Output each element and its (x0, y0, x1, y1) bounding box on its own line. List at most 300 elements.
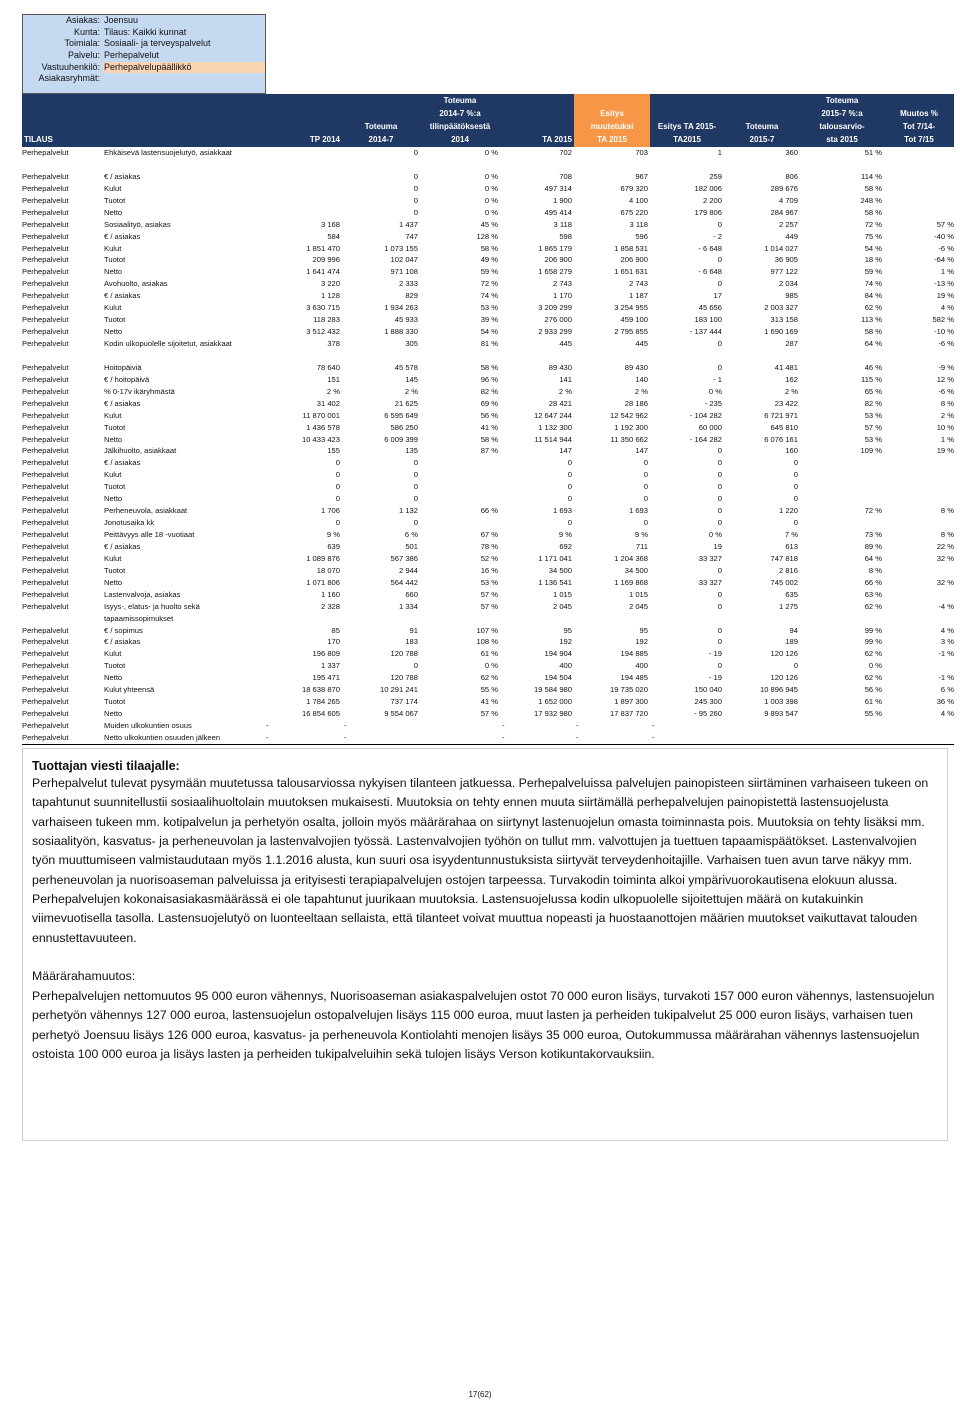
cell-value: - (502, 732, 505, 742)
empty-cell (650, 159, 724, 171)
cell-tilaus: Perhepalvelut (22, 637, 69, 647)
table-row (22, 278, 954, 290)
cell-value: 7 % (784, 530, 798, 539)
cell-label: Netto (104, 207, 123, 217)
cell-value: 3 512 432 (306, 327, 340, 337)
table-row (22, 398, 954, 410)
cell-label: Kulut (104, 183, 122, 193)
cell-value: 160 (785, 446, 798, 456)
table-row (22, 481, 954, 493)
cell-value: 1 858 531 (614, 243, 648, 253)
empty-cell (574, 159, 650, 171)
cell-value: 45 578 (394, 362, 418, 372)
cell-value: 120 126 (770, 649, 798, 659)
cell-value: 564 442 (390, 577, 418, 587)
cell-value: 0 (717, 446, 722, 456)
cell-value: 58 % (480, 243, 498, 253)
cell-value: 82 % (480, 386, 498, 396)
cell-value: 806 (785, 171, 798, 181)
cell-value: - 95 260 (694, 709, 722, 719)
cell-value: 1 334 (398, 601, 418, 611)
cell-value: 99 % (864, 625, 882, 635)
cell-value: 22 % (936, 541, 954, 551)
cell-label: Avohuolto, asiakas (104, 279, 168, 289)
cell-label: Kulut (104, 243, 122, 253)
cell-value: 73 % (864, 530, 882, 539)
cell-value (884, 613, 954, 625)
cell-value: 400 (635, 661, 648, 671)
cell-value: 51 % (864, 148, 882, 157)
cell-value: - (652, 721, 655, 730)
cell-value: 102 047 (390, 255, 418, 265)
cell-value: 53 % (480, 577, 498, 587)
cell-value: 0 % (484, 148, 498, 157)
cell-value (724, 613, 800, 625)
cell-label: Tuotot (104, 255, 126, 265)
meta-key: Asiakas: (65, 15, 100, 25)
cell-value: 1 (717, 148, 722, 157)
cell-value: 289 676 (770, 183, 798, 193)
table-row (22, 457, 954, 469)
cell-value: 84 % (864, 291, 882, 301)
cell-value: 53 % (864, 434, 882, 444)
cell-value: 613 (785, 541, 798, 551)
cell-value: 1 015 (552, 589, 572, 599)
empty-cell (420, 350, 500, 362)
cell-value: - 104 282 (689, 410, 722, 420)
cell-value: 115 % (861, 374, 882, 384)
cell-value: 113 % (861, 315, 882, 325)
cell-value: 0 (335, 470, 340, 480)
message-title: Tuottajan viesti tilaajalle: (32, 759, 180, 773)
cell-tilaus: Perhepalvelut (22, 279, 69, 289)
cell-label: Perheneuvola, asiakkaat (104, 506, 188, 516)
cell-value: 0 (717, 601, 722, 611)
cell-value: 19 % (936, 446, 954, 456)
cell-value (420, 481, 500, 493)
cell-value (420, 469, 500, 481)
cell-value: 58 % (480, 362, 498, 372)
cell-value: - 19 (708, 673, 722, 683)
cell-value: - 19 (708, 649, 722, 659)
cell-value: -40 % (934, 231, 954, 241)
cell-value (264, 195, 342, 207)
cell-tilaus: Perhepalvelut (22, 231, 69, 241)
cell-value: 94 (789, 625, 798, 635)
cell-label: Kulut (104, 303, 122, 313)
cell-value: 702 (559, 148, 572, 157)
cell-value: 53 % (864, 410, 882, 420)
cell-label: € / asiakas (104, 541, 141, 551)
cell-value: 0 % (708, 530, 722, 539)
table-row (22, 529, 954, 541)
cell-value: 1 % (940, 267, 954, 277)
cell-value (884, 720, 954, 732)
cell-value: 62 % (864, 673, 882, 683)
cell-value: 53 % (480, 303, 498, 313)
cell-value: -13 % (934, 279, 954, 289)
empty-cell (102, 159, 264, 171)
cell-value (800, 469, 884, 481)
cell-value: 967 (635, 171, 648, 181)
cell-value (884, 469, 954, 481)
cell-value: 179 806 (694, 207, 722, 217)
cell-value: 1 220 (778, 506, 798, 516)
cell-value (800, 517, 884, 529)
cell-tilaus: Perhepalvelut (22, 327, 69, 337)
cell-value: 1 900 (552, 195, 572, 205)
col-header-tp2014: TP 2014 (264, 94, 342, 147)
table-row (22, 314, 954, 326)
cell-label: Lastenvalvoja, asiakas (104, 589, 181, 599)
cell-tilaus: Perhepalvelut (22, 697, 69, 707)
cell-value: - 2 (713, 231, 722, 241)
cell-value (500, 613, 574, 625)
cell-value: 12 542 962 (609, 410, 648, 420)
meta-row (23, 15, 265, 27)
cell-value (420, 720, 500, 732)
cell-value: 120 126 (770, 673, 798, 683)
cell-value: 78 % (480, 541, 498, 551)
cell-value: - (344, 732, 347, 742)
cell-tilaus: Perhepalvelut (22, 518, 69, 528)
cell-value: 1 171 041 (538, 553, 572, 563)
cell-tilaus: Perhepalvelut (22, 649, 69, 659)
meta-row (23, 62, 265, 74)
meta-value: Joensuu (104, 15, 139, 25)
cell-value: 11 514 944 (534, 434, 572, 444)
cell-value: 4 % (940, 625, 954, 635)
cell-value: 1 132 300 (538, 422, 572, 432)
cell-value: 2 % (326, 386, 340, 396)
table-row (22, 720, 954, 732)
cell-value: 114 % (861, 171, 882, 181)
cell-label: € / asiakas (104, 291, 141, 301)
cell-value: 645 810 (770, 422, 798, 432)
cell-label: Kulut yhteensä (104, 685, 155, 695)
table-row (22, 613, 954, 625)
cell-value: 9 % (558, 530, 572, 539)
cell-value: 151 (327, 374, 340, 384)
cell-value: 1 437 (398, 219, 418, 229)
table-row (22, 290, 954, 302)
cell-value: 708 (559, 171, 572, 181)
table-row (22, 541, 954, 553)
table-row (22, 410, 954, 422)
cell-value: 449 (785, 231, 798, 241)
cell-value: 64 % (864, 553, 882, 563)
table-row (22, 493, 954, 505)
cell-value: 2 045 (628, 601, 648, 611)
cell-value: 59 % (480, 267, 498, 277)
cell-label: Netto (104, 494, 123, 504)
cell-tilaus: Perhepalvelut (22, 315, 69, 325)
cell-value (574, 613, 650, 625)
cell-value: 0 (717, 565, 722, 575)
cell-value: 495 414 (544, 207, 572, 217)
cell-value: 2 % (558, 386, 572, 396)
cell-label: Tuotot (104, 565, 126, 575)
cell-value: 189 (785, 637, 798, 647)
cell-value: 8 % (940, 530, 954, 539)
cell-value: 497 314 (544, 183, 572, 193)
cell-value: 287 (785, 339, 798, 348)
table-row (22, 517, 954, 529)
cell-value (342, 613, 420, 625)
cell-value: 1 865 179 (538, 243, 572, 253)
cell-value: 4 709 (778, 195, 798, 205)
cell-label: Ehkäisevä lastensuojelutyö, asiakkaat (104, 148, 232, 157)
cell-value: 66 % (864, 577, 882, 587)
cell-value: 56 % (864, 685, 882, 695)
cell-tilaus: Perhepalvelut (22, 589, 69, 599)
cell-value: 192 (559, 637, 572, 647)
empty-cell (22, 350, 102, 362)
cell-value: 56 % (480, 410, 498, 420)
cell-value: 679 320 (620, 183, 648, 193)
cell-value: 36 905 (774, 255, 798, 265)
cell-label: Kulut (104, 470, 122, 480)
empty-cell (102, 350, 264, 362)
cell-value: 45 933 (394, 315, 418, 325)
cell-value: 1 089 876 (306, 553, 340, 563)
cell-label: Tuotot (104, 697, 126, 707)
table-row (22, 469, 954, 481)
cell-value: 0 (717, 661, 722, 671)
cell-value: 567 386 (390, 553, 418, 563)
cell-value: 16 854 605 (301, 709, 340, 719)
cell-value (420, 732, 500, 744)
cell-value: 2 045 (552, 601, 572, 611)
cell-value: 0 (717, 339, 722, 348)
cell-value: 4 % (940, 709, 954, 719)
table-row (22, 636, 954, 648)
cell-value: 99 % (864, 637, 882, 647)
table-row (22, 601, 954, 613)
cell-tilaus: Perhepalvelut (22, 374, 69, 384)
cell-value: 0 (413, 207, 418, 217)
cell-label: Netto (104, 267, 123, 277)
cell-label: € / sopimus (104, 625, 143, 635)
cell-value: 58 % (864, 207, 882, 217)
cell-value: 313 158 (770, 315, 798, 325)
col-header-tilaus: TILAUS (22, 94, 102, 147)
table-row (22, 302, 954, 314)
cell-tilaus: Perhepalvelut (22, 195, 69, 205)
cell-value (800, 457, 884, 469)
cell-value (884, 660, 954, 672)
cell-tilaus: Perhepalvelut (22, 721, 69, 730)
cell-value: 135 (405, 446, 418, 456)
cell-value: 0 % (484, 183, 498, 193)
report-table (22, 94, 954, 745)
cell-value: 1 204 368 (614, 553, 648, 563)
cell-value: 54 % (480, 327, 498, 337)
cell-value: 91 (409, 625, 418, 635)
cell-value: 596 (635, 231, 648, 241)
cell-value: 6 % (404, 530, 418, 539)
cell-value: 305 (405, 339, 418, 348)
cell-value: 0 (717, 506, 722, 516)
cell-value: 19 735 020 (609, 685, 648, 695)
cell-value: - 6 648 (698, 243, 722, 253)
cell-value: 0 (567, 458, 572, 468)
cell-value: 150 040 (694, 685, 722, 695)
cell-value: 2 % (634, 386, 648, 396)
cell-value: -64 % (934, 255, 954, 265)
cell-value: 971 108 (390, 267, 418, 277)
cell-value: 147 (559, 446, 572, 456)
cell-value: 360 (785, 148, 798, 157)
cell-value: 66 % (480, 506, 498, 516)
message-subheading: Määrärahamuutos: (32, 969, 136, 984)
cell-value: 0 (413, 171, 418, 181)
cell-value: 2 % (404, 386, 418, 396)
cell-value: 1 169 868 (614, 577, 648, 587)
cell-value: 582 % (932, 315, 954, 325)
cell-tilaus: Perhepalvelut (22, 362, 69, 372)
cell-value: 11 870 001 (302, 410, 340, 420)
cell-value: -6 % (938, 243, 954, 253)
cell-value: 55 % (480, 685, 498, 695)
meta-value (103, 73, 265, 85)
cell-value: 0 % (484, 661, 498, 671)
cell-value: 60 000 (698, 422, 722, 432)
cell-tilaus: Perhepalvelut (22, 625, 69, 635)
empty-cell (724, 159, 800, 171)
cell-label: € / asiakas (104, 171, 141, 181)
meta-row (23, 27, 265, 39)
cell-value: 192 (635, 637, 648, 647)
cell-value: -6 % (938, 339, 954, 348)
cell-value: 2 034 (778, 279, 798, 289)
cell-value: 10 291 241 (379, 685, 418, 695)
table-row (22, 445, 954, 457)
cell-value: 635 (785, 589, 798, 599)
cell-value: 89 % (864, 541, 882, 551)
meta-key: Vastuuhenkilö: (41, 61, 100, 72)
cell-value: 0 (413, 148, 418, 157)
cell-value: 195 471 (312, 673, 340, 683)
cell-value: 0 (413, 195, 418, 205)
cell-value: 89 430 (624, 362, 648, 372)
meta-key: Asiakasryhmät: (38, 73, 100, 84)
cell-label: Netto (104, 434, 123, 444)
cell-value (884, 517, 954, 529)
cell-value: 2 944 (398, 565, 418, 575)
cell-value: 0 (793, 661, 798, 671)
cell-value: 0 (335, 458, 340, 468)
cell-value: 170 (327, 637, 340, 647)
cell-value: 400 (559, 661, 572, 671)
cell-value: 128 % (476, 231, 498, 241)
message-paragraph-budget: Perhepalvelujen nettomuutos 95 000 euron vähennys, Nuorisoaseman asiakaspalvelujen ostot 70 000 euron lisäys, turvakoti 157 000 euron vähennys, lastensuojelun perhetyön vähennys 127 000 euroa, lastensuojelun ostopalvelujen lisäys 115 000 euroa, muut lasten ja perheiden tukipalvelut 25 000 euron lisäys, varhaisen tuen perhetyö Joensuu lisäys 126 000 euroa, kasvatus- ja perheneuvola Kontiolahti menojen lisäys 35 000 euroa, Outokummussa määrärahan vähennys lastensuojelun ostoista 100 000 euroa ja lisäys lasten ja perheiden tukipalveluihin sekä tulojen lisäys Verson kotikuntakorvauksiin. (32, 988, 935, 1061)
table-row (22, 696, 954, 708)
cell-label: Netto (104, 673, 123, 683)
cell-label: Kodin ulkopuolelle sijoitetut, asiakkaat (104, 339, 232, 348)
cell-tilaus: Perhepalvelut (22, 446, 69, 456)
cell-tilaus: Perhepalvelut (22, 267, 69, 277)
cell-value: 703 (635, 148, 648, 157)
cell-value: 57 % (480, 601, 498, 611)
cell-value: 96 % (480, 374, 498, 384)
col-header-toteuma-2015-7: Toteuma 2015-7 (724, 94, 800, 147)
table-row (22, 147, 954, 159)
cell-value: 61 % (480, 649, 498, 659)
cell-value (800, 732, 884, 744)
meta-value: Perhepalvelut (104, 50, 160, 61)
cell-value (800, 613, 884, 625)
cell-value: 19 584 980 (533, 685, 572, 695)
cell-value: 41 481 (774, 362, 798, 372)
cell-label: € / hoitopäivä (104, 374, 150, 384)
cell-value: 0 (793, 470, 798, 480)
cell-value: 6 % (940, 685, 954, 695)
cell-value: 120 788 (390, 649, 418, 659)
cell-value: 74 % (864, 279, 882, 289)
cell-value: 0 (413, 470, 418, 480)
cell-value: 183 100 (694, 315, 722, 325)
cell-value: 32 % (936, 553, 954, 563)
cell-value: 194 885 (620, 649, 648, 659)
cell-value: 120 788 (390, 673, 418, 683)
cell-value: 1 897 300 (614, 697, 648, 707)
cell-value: 63 % (864, 589, 882, 599)
cell-value: 72 % (480, 279, 498, 289)
cell-label: € / asiakas (104, 231, 141, 241)
cell-value: 745 002 (770, 577, 798, 587)
cell-value: 1 436 578 (306, 422, 340, 432)
cell-label: € / asiakas (104, 458, 141, 468)
cell-value: 1 015 (628, 589, 648, 599)
cell-value: 1 693 (552, 506, 572, 516)
cell-value: 0 (717, 458, 722, 468)
cell-value: 8 % (940, 398, 954, 408)
cell-value (264, 147, 342, 159)
cell-value: 33 327 (698, 577, 722, 587)
cell-tilaus: Perhepalvelut (22, 398, 69, 408)
cell-value: 1 934 263 (384, 303, 418, 313)
col-header-muutos: Muutos % Tot 7/14- Tot 7/15 (884, 94, 954, 147)
cell-tilaus: Perhepalvelut (22, 386, 69, 396)
cell-value: 31 402 (316, 398, 340, 408)
cell-value: 64 % (864, 339, 882, 348)
table-row (22, 684, 954, 696)
cell-value: 445 (559, 339, 572, 348)
cell-value (884, 207, 954, 219)
cell-value: 0 (643, 470, 648, 480)
cell-value: 58 % (864, 183, 882, 193)
cell-value: 0 (413, 482, 418, 492)
cell-tilaus: Perhepalvelut (22, 506, 69, 516)
cell-value: 6 721 971 (764, 410, 798, 420)
cell-value: 0 (717, 362, 722, 372)
meta-row (23, 38, 265, 50)
cell-value: 0 (567, 494, 572, 504)
cell-value: 72 % (864, 219, 882, 229)
cell-value: 74 % (480, 291, 498, 301)
cell-tilaus: Perhepalvelut (22, 422, 69, 432)
cell-value: 49 % (480, 255, 498, 265)
cell-value: 3 168 (320, 219, 340, 229)
cell-label: Jälkihuolto, asiakkaat (104, 446, 177, 456)
empty-cell (342, 159, 420, 171)
cell-value: 675 220 (620, 207, 648, 217)
cell-value: 1 275 (778, 601, 798, 611)
cell-value: 0 (335, 482, 340, 492)
cell-value (884, 565, 954, 577)
table-row (22, 672, 954, 684)
